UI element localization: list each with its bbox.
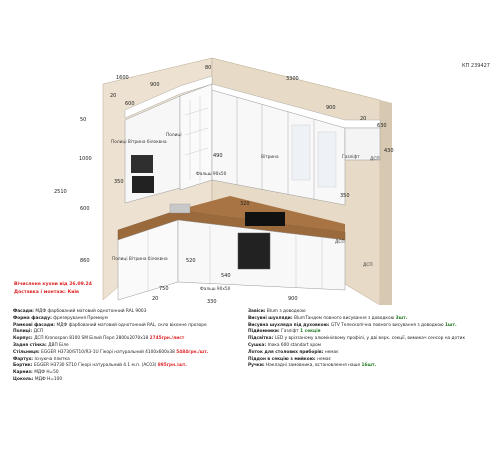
spec-key: Корпус:	[13, 336, 35, 342]
spec-count: 1 секція	[300, 329, 321, 335]
specs-right	[248, 309, 493, 370]
specs-left	[13, 309, 253, 384]
dim-80: 80	[205, 65, 212, 71]
spec-count: 1шт.	[444, 322, 457, 328]
spec-key: Цоколь:	[13, 376, 35, 382]
spec-key: Стільниця:	[13, 349, 42, 355]
spec-value: ДВП Білe	[48, 342, 69, 348]
spec-key: Висувні шухляди:	[248, 315, 295, 321]
label-vitrina: Вітрина	[261, 155, 279, 160]
dim-860: 860	[80, 258, 90, 264]
spec-row	[13, 350, 253, 357]
note-date: Вічисленя кухни від 26.09.24	[14, 282, 92, 287]
project-code: КП 239427	[462, 63, 490, 69]
spec-key: Підсвітка:	[248, 336, 275, 342]
spec-value: ДСП	[33, 329, 44, 335]
dim-630: 630	[377, 123, 387, 129]
right-wall-edge	[380, 100, 392, 305]
label-dsp-3: ДСП	[363, 263, 373, 268]
dim-900-bottom: 900	[288, 296, 298, 302]
oven-icon	[238, 233, 270, 269]
microwave-icon	[131, 155, 153, 173]
spec-key: Ручки:	[248, 363, 267, 369]
spec-count: 3шт.	[395, 315, 408, 321]
spec-row	[248, 316, 493, 323]
glass-door-2	[318, 132, 336, 187]
label-shelves: Полиці	[166, 133, 182, 138]
spec-row	[248, 309, 493, 316]
spec-value: GTV Телескопічна повного висування з доводкою	[331, 322, 445, 328]
dim-600: 600	[125, 101, 135, 107]
spec-key: Завіси:	[248, 309, 267, 314]
dim-350: 350	[114, 179, 124, 185]
spec-row	[248, 363, 493, 370]
dim-top-total: 3300	[286, 76, 299, 82]
dim-20b: 20	[360, 116, 367, 122]
spec-row	[13, 343, 253, 350]
spec-value: Накладні замовника, встановлення наше	[266, 363, 362, 369]
spec-row	[248, 343, 493, 350]
spec-row	[13, 336, 253, 343]
spec-key: Піддон в секцію з мийкою:	[248, 356, 318, 362]
spec-value: МДФ фарбований матовий однотонний RAL 9003	[35, 309, 147, 314]
label-shelves-vitrina: Полиці Вітрина білоквна	[111, 140, 167, 145]
label-dsp-1: ДСП	[370, 157, 380, 162]
spec-value: Blum з доводкою	[266, 309, 306, 314]
spec-value: Газліфт	[281, 329, 301, 335]
spec-key: Лоток для столових приборів:	[248, 349, 325, 355]
spec-key: Форма фасаду:	[13, 315, 54, 321]
spec-row	[13, 377, 253, 384]
cooktop-icon	[245, 212, 285, 226]
label-lower-shelves: Полиці Вітрина білоквна	[112, 257, 168, 262]
label-falsh-bottom: Фальш 90х50	[200, 287, 231, 292]
spec-price: 5484грн./шт.	[176, 349, 209, 355]
spec-value: немає	[317, 356, 331, 362]
spec-key: Задня стінка:	[13, 342, 49, 348]
spec-value: МДФ фарбований матовий однотонний RAL, скло віконне прозоре	[56, 322, 207, 328]
spec-value: Іпока 600 standart хром	[267, 342, 322, 348]
spec-row	[13, 370, 253, 377]
spec-key: Фасади:	[13, 309, 36, 314]
dim-520: 520	[186, 258, 196, 264]
spec-value: ДСП Kronospan 8100 SM Білий Перл 2800х2070х18	[34, 336, 150, 342]
spec-row	[248, 350, 493, 357]
spec-price: 2745грн./лист	[149, 336, 185, 342]
spec-value: EGGER H3730/ST10/R3-1U Гікорі натуральний 4100х600х38	[41, 349, 177, 355]
spec-key: Карниз:	[13, 370, 35, 376]
spec-key: Сушка:	[248, 342, 268, 348]
spec-key: Полиці:	[13, 329, 34, 335]
spec-count: 16шт.	[361, 363, 377, 369]
dim-330: 330	[207, 299, 217, 305]
spec-value: МДФ Н=100	[34, 376, 63, 382]
label-falsh-top: Фальш 90х50	[196, 172, 227, 177]
spec-value: Існуюча плитка	[34, 356, 70, 362]
dim-350b: 350	[340, 193, 350, 199]
dim-320: 320	[240, 201, 250, 207]
spec-value: фрезерування Премиум	[53, 315, 108, 321]
dim-20-bottom: 20	[152, 296, 159, 302]
spec-row	[248, 336, 493, 343]
dim-540: 540	[221, 273, 231, 279]
spec-row	[13, 309, 253, 316]
spec-value: EGGER H3730 ST10 Гікорі натуральний 4.1 м.п. (АС03)	[33, 363, 158, 369]
dim-430: 430	[384, 148, 394, 154]
dim-20a: 20	[110, 93, 117, 99]
dim-900-left: 900	[150, 82, 160, 88]
spec-key: Фартух:	[13, 356, 35, 362]
spec-value: BlumТандем повного висування з доводкою	[294, 315, 396, 321]
spec-row	[13, 316, 253, 323]
spec-key: Висувна шухляда під духовкою:	[248, 322, 332, 328]
note-delivery: Доставка і монтаж: Київ	[14, 290, 79, 295]
spec-value: немає	[324, 349, 339, 355]
spec-value: МДФ Н=50	[34, 370, 59, 376]
spec-price: 895грн./шт.	[157, 363, 187, 369]
spec-row	[13, 323, 253, 330]
glass-door-1	[292, 125, 310, 180]
label-gazlift: Газліфт	[342, 155, 360, 160]
label-dsp-2: ДСП	[335, 240, 345, 245]
dim-50: 50	[80, 117, 87, 123]
dim-1000: 1000	[79, 156, 92, 162]
dim-900-back: 900	[326, 105, 336, 111]
dim-750: 750	[159, 286, 169, 292]
spec-key: Рамкові фасади:	[13, 322, 57, 328]
sink-icon	[170, 204, 190, 213]
dim-490: 490	[213, 153, 223, 159]
dim-600-v: 600	[80, 206, 90, 212]
spec-value: LED у вріззаному алюмінієвому профілі, у дві верх. секції, вимикач сенсор на дотик	[274, 336, 466, 342]
spec-key: Бортик:	[13, 363, 34, 369]
dim-left-total: 1600	[116, 75, 129, 81]
spec-key: Підйомники:	[248, 329, 282, 335]
dim-2510: 2510	[54, 189, 67, 195]
